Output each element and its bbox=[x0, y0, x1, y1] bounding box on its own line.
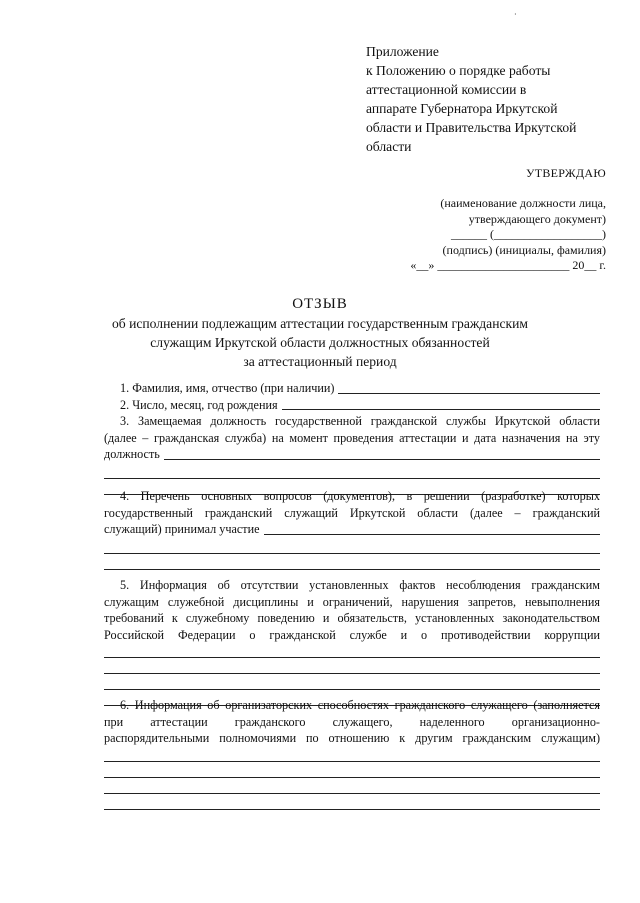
position-hint: (наименование должности лица, bbox=[440, 196, 606, 210]
item-1-label: 1. Фамилия, имя, отчество (при наличии) bbox=[120, 381, 335, 395]
item-3-text: (далее – гражданская служба) на момент проведения аттестации и дата назначения на эту bbox=[104, 430, 600, 445]
approval-block bbox=[346, 196, 606, 274]
title-sub: за аттестационный период bbox=[243, 354, 397, 369]
item-4-text: 4. Перечень основных вопросов (документов), в решении (разработке) которых bbox=[120, 489, 600, 503]
item-6 bbox=[104, 697, 600, 810]
blank-line[interactable] bbox=[104, 553, 600, 554]
item-3-field[interactable] bbox=[164, 448, 600, 460]
item-3-text: 3. Замещаемая должность государственной гражданской службы Иркутской области bbox=[120, 414, 600, 428]
item-1-row bbox=[104, 380, 600, 397]
item-5-text: 5. Информация об отсутствии установленных фактов несоблюдения гражданским bbox=[120, 578, 600, 592]
document-title bbox=[90, 294, 550, 371]
item-4-label: служащий) принимал участие bbox=[104, 522, 260, 536]
item-5-text: служащим служебной дисциплины и ограничений, нарушения запретов, невыполнения bbox=[104, 594, 600, 609]
signature-line: ______ (__________________) bbox=[451, 227, 606, 241]
title-main: ОТЗЫВ bbox=[292, 296, 348, 312]
items-1-3 bbox=[104, 380, 600, 495]
position-hint: утверждающего документ) bbox=[468, 211, 606, 226]
appendix-header bbox=[366, 42, 616, 156]
appendix-line: Приложение bbox=[366, 44, 439, 59]
appendix-line: области и Правительства Иркутской bbox=[366, 120, 577, 135]
blank-line[interactable] bbox=[104, 809, 600, 810]
item-3-label: должность bbox=[104, 447, 160, 461]
item-5-text: требований к служебному поведению и обязательств, установленных законодательством bbox=[104, 611, 600, 625]
item-6-text: распорядительными полномочиями по отношению к другим гражданским служащим) bbox=[104, 731, 600, 745]
appendix-line: аттестационной комиссии в bbox=[366, 82, 527, 97]
blank-line[interactable] bbox=[104, 569, 600, 570]
item-5 bbox=[104, 577, 600, 706]
blank-line[interactable] bbox=[104, 657, 600, 658]
title-sub: служащим Иркутской области должностных обязанностей bbox=[150, 335, 490, 350]
item-4-field[interactable] bbox=[264, 523, 600, 535]
blank-line[interactable] bbox=[104, 673, 600, 674]
item-2-field[interactable] bbox=[282, 398, 600, 410]
blank-line[interactable] bbox=[104, 761, 600, 762]
appendix-line: аппарате Губернатора Иркутской bbox=[366, 101, 558, 116]
approval-heading: УТВЕРЖДАЮ bbox=[525, 166, 606, 180]
appendix-line: к Положению о порядке работы bbox=[366, 63, 551, 78]
item-4-text: государственный гражданский служащий Иркутской области (далее – гражданский bbox=[104, 505, 600, 520]
blank-line[interactable] bbox=[104, 777, 600, 778]
scan-speck: · bbox=[514, 10, 517, 19]
item-4-row bbox=[104, 521, 600, 538]
blank-line[interactable] bbox=[104, 478, 600, 479]
item-5-text: Российской Федерации о гражданской службе и о противодействии коррупции bbox=[104, 627, 600, 642]
item-2-row bbox=[104, 397, 600, 414]
blank-line[interactable] bbox=[104, 793, 600, 794]
item-4 bbox=[104, 488, 600, 570]
item-6-text: 6. Информация об организаторских способностях гражданского служащего (заполняется bbox=[120, 698, 600, 712]
item-2-label: 2. Число, месяц, год рождения bbox=[120, 397, 278, 412]
item-6-text: при аттестации гражданского служащего, наделенного организационно- bbox=[104, 714, 600, 729]
title-sub: об исполнении подлежащим аттестации государственным гражданским bbox=[111, 316, 529, 331]
appendix-line: области bbox=[366, 139, 412, 154]
item-3-row bbox=[104, 446, 600, 463]
date-line: «__» ______________________ 20__ г. bbox=[410, 258, 606, 272]
signature-hint: (подпись) (инициалы, фамилия) bbox=[442, 242, 606, 257]
item-1-field[interactable] bbox=[338, 382, 600, 394]
blank-line[interactable] bbox=[104, 689, 600, 690]
